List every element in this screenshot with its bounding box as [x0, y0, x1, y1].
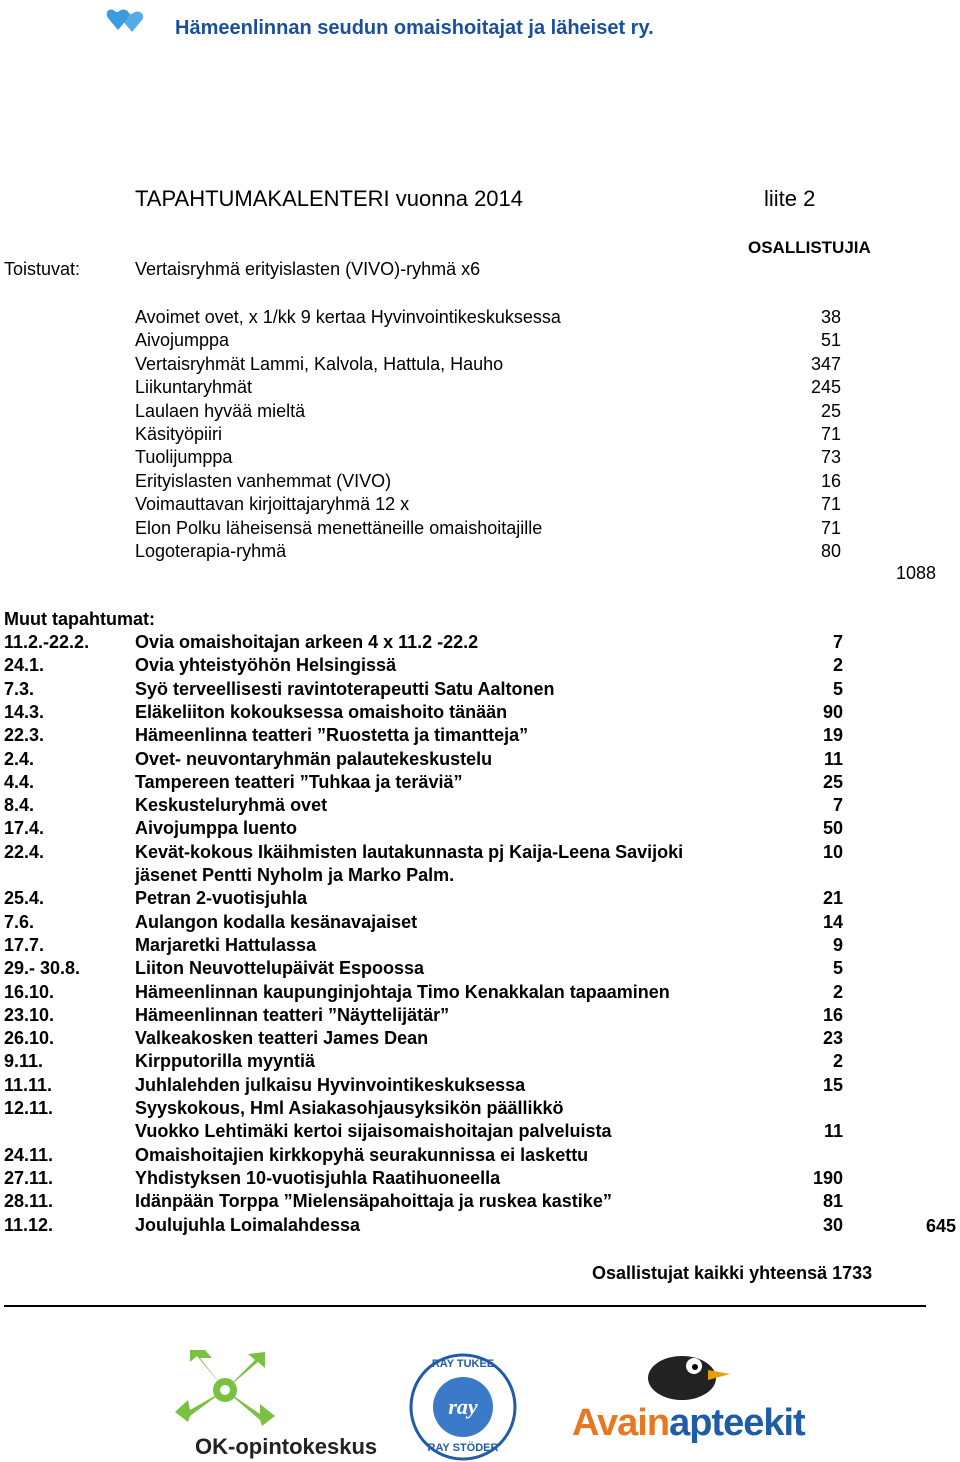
event-date: 12.11. — [4, 1098, 54, 1118]
recurring-item-count: 71 — [820, 424, 841, 444]
event-description: Yhdistyksen 10-vuotisjuhla Raatihuoneella — [135, 1167, 501, 1188]
recurring-item-count: 25 — [820, 400, 841, 421]
recurring-label: Toistuvat: — [4, 259, 81, 279]
recurring-item-name: Tuolijumppa — [135, 447, 233, 468]
recurring-item-count: 51 — [820, 330, 841, 351]
event-count: 81 — [822, 1191, 843, 1212]
event-count: 19 — [822, 725, 843, 746]
event-description: Syö terveellisesti ravintoterapeutti Satu Aaltonen — [135, 678, 555, 699]
event-count: 190 — [812, 1167, 843, 1188]
recurring-item-name: Logoterapia-ryhmä — [135, 541, 287, 561]
recurring-item-name: Käsityöpiiri — [135, 424, 223, 444]
event-description: Aivojumppa luento — [135, 818, 297, 839]
event-date: 11.11. — [4, 1074, 53, 1095]
event-description: Marjaretki Hattulassa — [135, 934, 317, 955]
event-date: 22.3. — [4, 725, 45, 746]
avain-text-orange: Avain — [572, 1402, 670, 1444]
event-description: Aulangon kodalla kesänavajaiset — [135, 911, 418, 932]
recurring-item-count: 347 — [810, 353, 841, 374]
recurring-item-name: Erityislasten vanhemmat (VIVO) — [135, 470, 392, 491]
event-description: Syyskokous, Hml Asiakasohjausyksikön päällikkö — [135, 1098, 564, 1118]
event-date: 4.4. — [4, 771, 35, 792]
recurring-item-name: Liikuntaryhmät — [135, 377, 253, 398]
event-date: 7.3. — [4, 678, 35, 699]
events-total: 645 — [926, 1216, 957, 1236]
event-count: 2 — [832, 1051, 843, 1072]
event-count: 50 — [822, 818, 843, 839]
event-count: 2 — [832, 981, 843, 1002]
participants-header: OSALLISTUJIA — [748, 238, 871, 257]
avainapteekit-logo — [572, 1340, 812, 1460]
event-description: Ovia yhteistyöhön Helsingissä — [135, 655, 397, 676]
event-count: 16 — [822, 1004, 843, 1025]
recurring-item-count: 71 — [820, 517, 841, 538]
event-description: Petran 2-vuotisjuhla — [135, 888, 308, 909]
event-description: Kevät-kokous Ikäihmisten lautakunnasta pj Kaija-Leena Savijoki — [135, 841, 684, 862]
recurring-total: 1088 — [896, 563, 937, 583]
event-count: 10 — [822, 841, 843, 862]
event-count: 30 — [822, 1214, 843, 1235]
ok-logo-text: OK-opintokeskus — [195, 1434, 378, 1459]
avain-logo-text — [572, 1402, 805, 1445]
event-count: 5 — [832, 678, 843, 699]
event-description: Hämeenlinna teatteri ”Ruostetta ja timantteja” — [135, 725, 529, 746]
ray-top-text: RAY TUKEE — [431, 1358, 495, 1370]
event-date: 27.11. — [4, 1167, 54, 1188]
recurring-item-count: 245 — [810, 377, 841, 398]
appendix-label: liite 2 — [764, 186, 816, 211]
event-description: Hämeenlinnan kaupunginjohtaja Timo Kenakkalan tapaaminen — [135, 981, 670, 1002]
event-description: Joulujuhla Loimalahdessa — [135, 1214, 361, 1235]
event-date: 25.4. — [4, 888, 45, 909]
event-count: 7 — [832, 795, 843, 816]
avain-bird-icon — [632, 1340, 732, 1404]
event-count: 9 — [832, 934, 843, 955]
recurring-first-item: Vertaisryhmä erityislasten (VIVO)-ryhmä x6 — [135, 259, 481, 279]
event-count: 21 — [822, 888, 843, 909]
event-count: 23 — [822, 1028, 843, 1049]
event-date: 2.4. — [4, 748, 35, 769]
event-count: 90 — [822, 701, 843, 722]
recurring-item-name: Aivojumppa — [135, 330, 230, 351]
recurring-item-name: Elon Polku läheisensä menettäneille omaishoitajille — [135, 517, 543, 538]
event-description: Juhlalehden julkaisu Hyvinvointikeskuksessa — [135, 1074, 526, 1095]
avain-text-blue: apteekit — [669, 1402, 805, 1444]
recurring-item-name: Avoimet ovet, x 1/kk 9 kertaa Hyvinvointikeskuksessa — [135, 307, 561, 327]
event-date: 22.4. — [4, 841, 45, 862]
heart-logo-icon — [104, 4, 152, 40]
event-description: jäsenet Pentti Nyholm ja Marko Palm. — [135, 865, 455, 885]
event-date: 29.- 30.8. — [4, 958, 81, 979]
ray-bottom-text: RAY STÖDER — [427, 1442, 499, 1454]
event-count: 25 — [822, 771, 843, 792]
event-date: 28.11. — [4, 1191, 54, 1212]
recurring-item-name: Vertaisryhmät Lammi, Kalvola, Hattula, Hauho — [135, 353, 504, 374]
recurring-item-count: 80 — [820, 541, 841, 561]
event-count: 15 — [822, 1074, 843, 1095]
event-date: 24.11. — [4, 1144, 54, 1165]
ray-logo — [408, 1352, 518, 1462]
event-date: 14.3. — [4, 701, 45, 722]
event-description: Tampereen teatteri ”Tuhkaa ja teräviä” — [135, 771, 463, 792]
event-description: Eläkeliiton kokouksessa omaishoito tänään — [135, 701, 508, 722]
event-date: 8.4. — [4, 795, 35, 816]
ok-opintokeskus-logo — [140, 1350, 390, 1460]
recurring-item-name: Voimauttavan kirjoittajaryhmä 12 x — [135, 494, 410, 515]
event-description: Hämeenlinnan teatteri ”Näyttelijätär” — [135, 1004, 450, 1025]
recurring-item-count: 71 — [820, 494, 841, 515]
recurring-item-name: Laulaen hyvää mieltä — [135, 400, 306, 421]
event-description: Ovia omaishoitajan arkeen 4 x 11.2 -22.2 — [135, 632, 479, 652]
divider-line — [4, 1305, 926, 1307]
event-description: Kirpputorilla myyntiä — [135, 1051, 316, 1072]
grand-total: Osallistujat kaikki yhteensä 1733 — [592, 1263, 873, 1283]
event-count: 7 — [832, 632, 843, 652]
event-date: 11.12. — [4, 1214, 54, 1235]
recurring-item-count: 38 — [820, 307, 841, 327]
event-date: 26.10. — [4, 1028, 55, 1049]
event-date: 9.11. — [4, 1051, 44, 1072]
event-description: Omaishoitajien kirkkopyhä seurakunnissa ei laskettu — [135, 1144, 589, 1165]
event-description: Idänpään Torppa ”Mielensäpahoittaja ja ruskea kastike” — [135, 1191, 612, 1212]
ok-arrows-icon — [170, 1350, 280, 1430]
event-date: 23.10. — [4, 1004, 55, 1025]
recurring-item-count: 16 — [820, 470, 841, 491]
event-date: 24.1. — [4, 655, 45, 676]
ray-center-text: ray — [448, 1394, 478, 1419]
organization-name: Hämeenlinnan seudun omaishoitajat ja läheiset ry. — [175, 17, 654, 39]
event-date: 11.2.-22.2. — [4, 632, 90, 652]
event-count: 14 — [822, 911, 843, 932]
event-date: 17.7. — [4, 934, 45, 955]
other-events-label: Muut tapahtumat: — [4, 609, 155, 629]
event-count: 11 — [823, 1121, 843, 1142]
event-description: Ovet- neuvontaryhmän palautekeskustelu — [135, 748, 493, 769]
event-description: Liiton Neuvottelupäivät Espoossa — [135, 958, 425, 979]
recurring-item-count: 73 — [820, 447, 841, 468]
event-count: 5 — [832, 958, 843, 979]
page-title: TAPAHTUMAKALENTERI vuonna 2014 — [135, 186, 524, 211]
event-description: Keskusteluryhmä ovet — [135, 795, 328, 816]
event-description: Vuokko Lehtimäki kertoi sijaisomaishoitajan palveluista — [135, 1121, 612, 1142]
event-date: 7.6. — [4, 911, 35, 932]
event-date: 16.10. — [4, 981, 55, 1002]
event-description: Valkeakosken teatteri James Dean — [135, 1028, 429, 1049]
event-date: 17.4. — [4, 818, 45, 839]
event-count: 11 — [823, 748, 843, 769]
event-count: 2 — [832, 655, 843, 676]
